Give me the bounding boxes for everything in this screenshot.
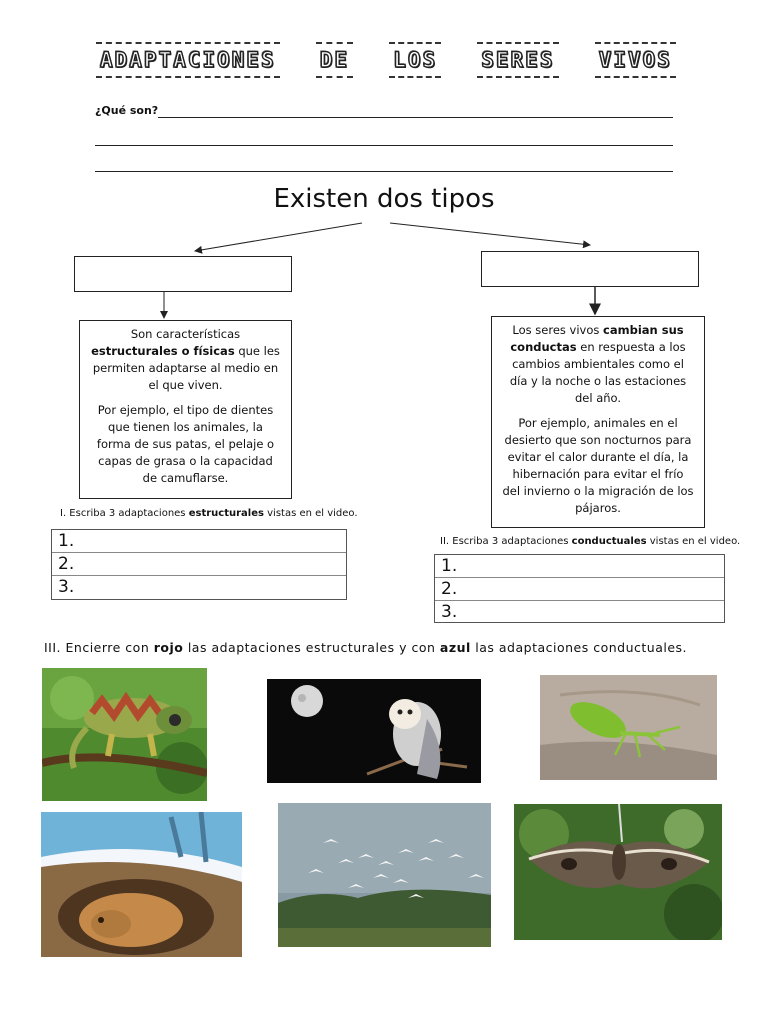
structural-info-box [79,320,292,499]
arrow-right [390,223,590,245]
structural-paragraph-2: Por ejemplo, el tipo de dientes que tienen los animales, la forma de sus patas, el pelaje o capas de grasa o la capacidad de camuflarse. [96,403,275,485]
chameleon-image[interactable] [42,668,207,801]
title-word: SERES [477,42,558,78]
bear-hibernating-image[interactable] [41,812,242,957]
behavioral-info-box [491,316,705,528]
structural-answer-table [51,529,347,600]
left-type-box[interactable] [74,256,292,292]
answer-row[interactable]: 2. [52,553,346,576]
arrow-left [195,223,362,251]
answer-row[interactable]: 2. [435,578,724,601]
moth-image[interactable] [514,804,722,940]
behavioral-paragraph-2: Por ejemplo, animales en el desierto que son nocturnos para evitar el calor durante el día, la hibernación para evitar el frío del invierno o la migración de los pájaros. [502,416,694,515]
migrating-birds-image[interactable] [278,803,491,947]
instruction-2: II. Escriba 3 adaptaciones conductuales vistas en el video. [440,536,741,547]
instruction-3: III. Encierre con rojo las adaptaciones estructurales y con azul las adaptaciones conductuales. [44,640,688,655]
behavioral-paragraph-1: Los seres vivos cambian sus conductas en respuesta a los cambios ambientales como el día y la noche o las estaciones del año. [509,323,687,405]
leaf-insect-image[interactable] [540,675,717,780]
title-word: VIVOS [595,42,676,78]
answer-row[interactable]: 1. [435,555,724,578]
answer-row[interactable]: 3. [58,577,75,597]
structural-paragraph-1: Son características estructurales o físicas que les permiten adaptarse al medio en el que viven. [91,327,280,392]
title-word: LOS [389,42,441,78]
title-word: DE [316,42,353,78]
behavioral-answer-table [434,554,725,623]
subtitle: Existen dos tipos [273,184,495,214]
right-type-box[interactable] [481,251,699,287]
answer-row[interactable]: 1. [52,530,346,553]
answer-row[interactable]: 3. [441,602,458,622]
owl-moon-image[interactable] [267,679,481,783]
title-word: ADAPTACIONES [96,42,280,78]
question-label: ¿Qué son? [95,104,159,117]
instruction-1: I. Escriba 3 adaptaciones estructurales vistas en el video. [60,508,358,519]
